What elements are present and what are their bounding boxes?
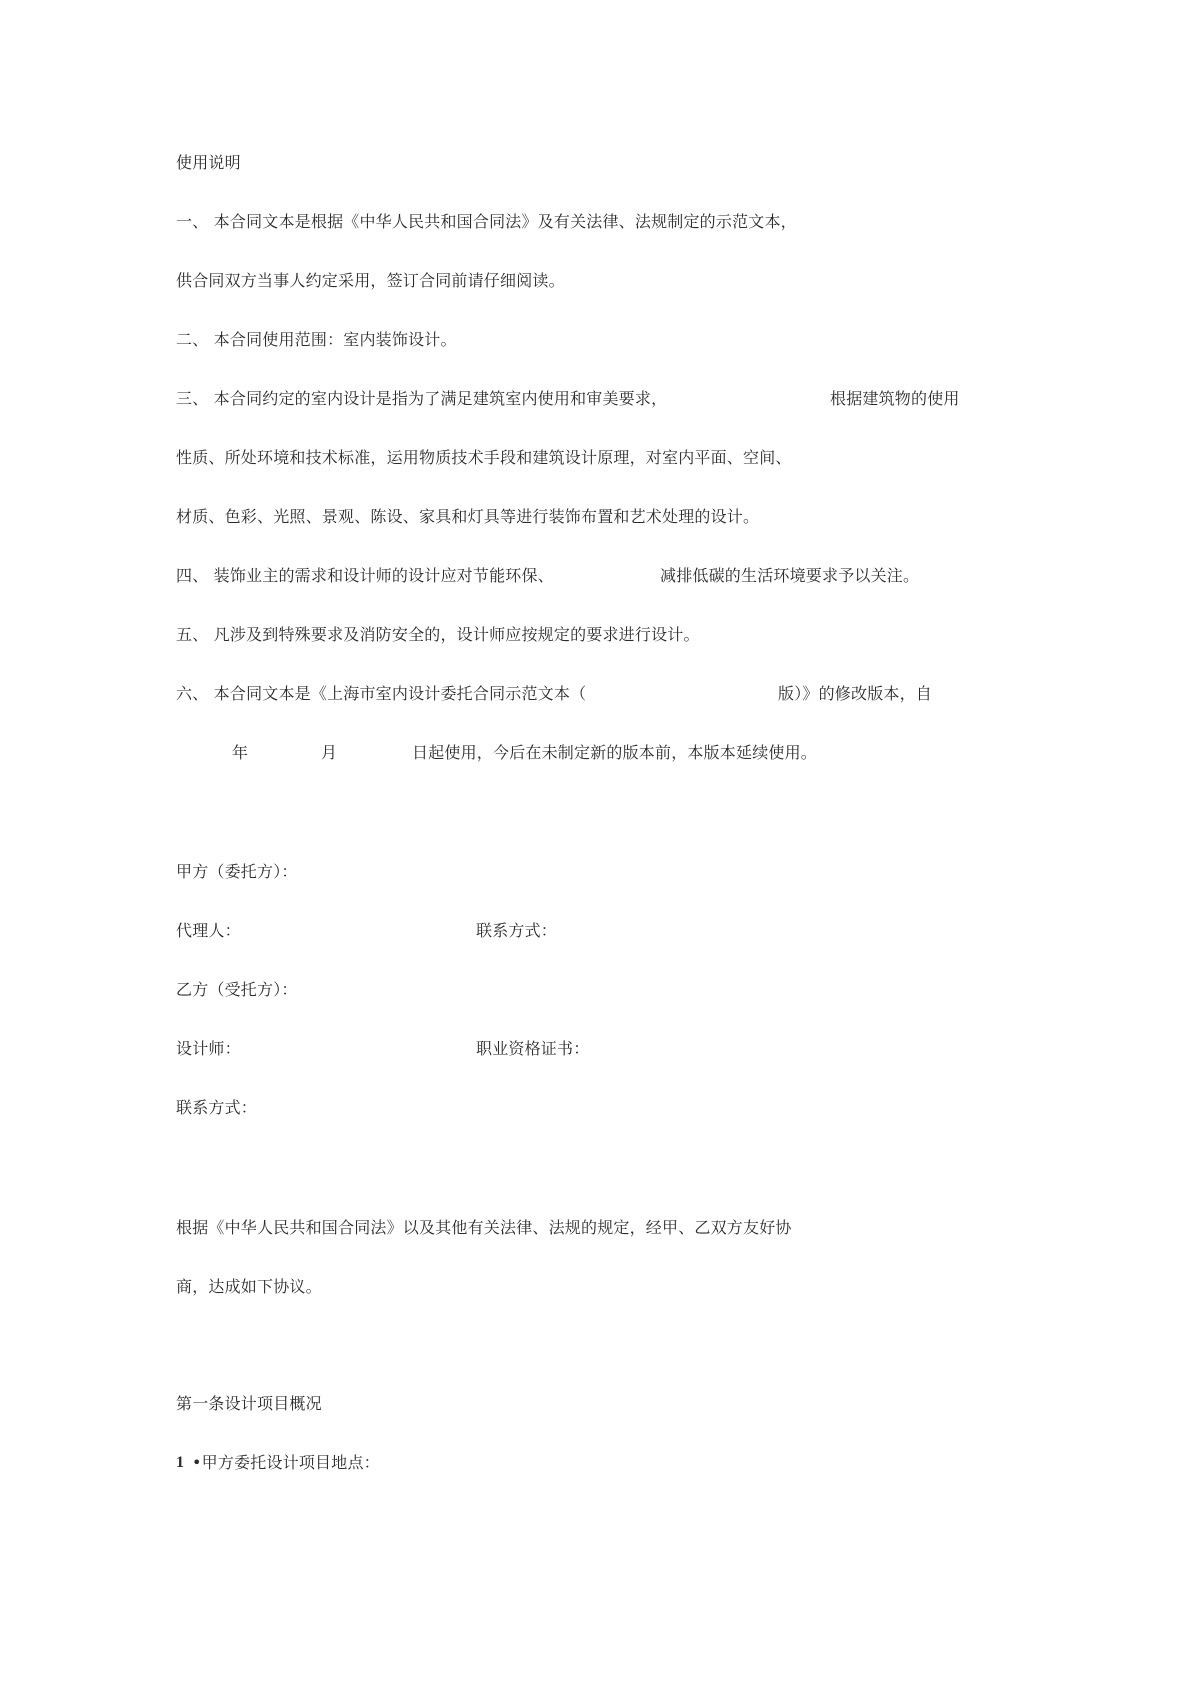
- item-3-line-3: 材质、色彩、光照、景观、陈设、家具和灯具等进行装饰布置和艺术处理的设计。: [176, 507, 760, 526]
- item-6-text-a: 六、 本合同文本是《上海市室内设计委托合同示范文本（: [176, 684, 587, 703]
- item-6-month: 月: [321, 743, 338, 762]
- designer-row: [176, 1039, 976, 1059]
- item-4-text-a: 四、 装饰业主的需求和设计师的设计应对节能环保、: [176, 566, 554, 585]
- item-3-line-2: 性质、所处环境和技术标准，运用物质技术手段和建筑设计原理，对室内平面、空间、: [176, 448, 792, 467]
- party-b-label: 乙方（受托方）：: [176, 980, 298, 999]
- item-1-line-2: 供合同双方当事人约定采用，签订合同前请仔细阅读。: [176, 271, 565, 290]
- item-5: 五、 凡涉及到特殊要求及消防安全的，设计师应按规定的要求进行设计。: [176, 625, 700, 644]
- item-1-line-1: 一、 本合同文本是根据《中华人民共和国合同法》及有关法律、法规制定的示范文本，: [176, 212, 797, 231]
- preamble-line-1: 根据《中华人民共和国合同法》以及其他有关法律、法规的规定，经甲、乙双方友好协: [176, 1218, 792, 1237]
- article-1-item-1: [176, 1453, 976, 1473]
- item-4-line: [176, 566, 976, 586]
- item-6-line-2: [176, 743, 976, 763]
- article-1-item-number: 1: [176, 1454, 185, 1471]
- preamble-line-2: 商，达成如下协议。: [176, 1277, 322, 1296]
- agent-contact-label: 联系方式：: [476, 921, 558, 940]
- item-4-text-b: 减排低碳的生活环境要求予以关注。: [660, 566, 920, 585]
- item-3-line-1: [176, 389, 976, 409]
- item-6-effective-text: 日起使用，今后在未制定新的版本前，本版本延续使用。: [412, 743, 818, 762]
- agent-row: [176, 921, 976, 941]
- certificate-label: 职业资格证书：: [476, 1039, 590, 1058]
- article-1-title: 第一条设计项目概况: [176, 1394, 322, 1413]
- item-6-year: 年: [232, 743, 249, 762]
- party-a-label: 甲方（委托方）：: [176, 862, 298, 881]
- item-6-text-b: 版）》的修改版本，自: [778, 684, 933, 703]
- agent-label: 代理人：: [176, 921, 241, 940]
- item-2: 二、 本合同使用范围：室内装饰设计。: [176, 330, 457, 349]
- item-3-text-b: 根据建筑物的使用: [830, 389, 960, 408]
- item-6-line-1: [176, 684, 976, 704]
- usage-heading: 使用说明: [176, 153, 241, 172]
- item-3-text-a: 三、 本合同约定的室内设计是指为了满足建筑室内使用和审美要求，: [176, 389, 668, 408]
- designer-label: 设计师：: [176, 1039, 241, 1058]
- contact-label: 联系方式：: [176, 1098, 258, 1117]
- article-1-item-text: •甲方委托设计项目地点：: [192, 1453, 380, 1472]
